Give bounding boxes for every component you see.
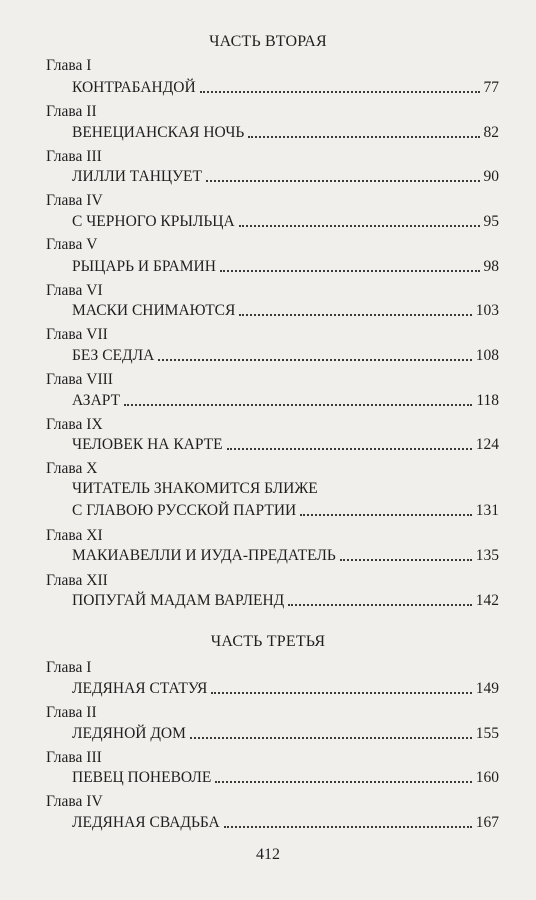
chapter-label: Глава XI — [46, 527, 103, 544]
chapter-title: МАСКИ СНИМАЮТСЯ — [72, 302, 236, 319]
dot-leader — [288, 604, 472, 606]
chapter-label: Глава VIII — [46, 371, 113, 388]
page-number: 155 — [475, 725, 499, 742]
chapter-label: Глава VI — [46, 282, 103, 299]
chapter-title: ПЕВЕЦ ПОНЕВОЛЕ — [72, 769, 212, 786]
toc-entry[interactable] — [72, 547, 499, 565]
page-number: 90 — [483, 168, 499, 185]
part-title: ЧАСТЬ ТРЕТЬЯ — [210, 633, 326, 650]
chapter-label: Глава II — [46, 704, 97, 721]
page-number: 108 — [475, 347, 499, 364]
page-number: 103 — [475, 302, 499, 319]
chapter-label: Глава X — [46, 460, 98, 477]
dot-leader — [224, 826, 472, 828]
page-number: 149 — [475, 680, 499, 697]
dot-leader — [220, 270, 480, 272]
page-number: 118 — [476, 392, 499, 409]
chapter-label: Глава I — [46, 57, 92, 74]
toc-entry[interactable] — [72, 436, 499, 454]
toc-entry[interactable] — [72, 680, 499, 698]
chapter-label: Глава IV — [46, 192, 103, 209]
chapter-label: Глава II — [46, 103, 97, 120]
chapter-title: ВЕНЕЦИАНСКАЯ НОЧЬ — [72, 124, 245, 141]
page-number: 131 — [475, 502, 499, 519]
chapter-label: Глава XII — [46, 572, 108, 589]
dot-leader — [248, 136, 479, 138]
chapter-label: Глава I — [46, 659, 92, 676]
chapter-title: ЛЕДЯНАЯ СТАТУЯ — [72, 680, 208, 697]
chapter-label: Глава III — [46, 749, 102, 766]
chapter-title-line1: ЧИТАТЕЛЬ ЗНАКОМИТСЯ БЛИЖЕ — [72, 480, 318, 497]
chapter-title: КОНТРАБАНДОЙ — [72, 79, 196, 96]
chapter-title: МАКИАВЕЛЛИ И ИУДА-ПРЕДАТЕЛЬ — [72, 547, 336, 564]
dot-leader — [239, 314, 471, 316]
chapter-title: РЫЦАРЬ И БРАМИН — [72, 258, 216, 275]
toc-entry[interactable] — [72, 347, 499, 365]
chapter-title: АЗАРТ — [72, 392, 121, 409]
page-number: 135 — [475, 547, 499, 564]
chapter-label: Глава VII — [46, 326, 108, 343]
part-title: ЧАСТЬ ВТОРАЯ — [209, 33, 327, 50]
toc-entry[interactable] — [72, 592, 499, 610]
chapter-label: Глава III — [46, 148, 102, 165]
toc-entry[interactable] — [72, 79, 499, 97]
toc-entry[interactable] — [72, 814, 499, 832]
dot-leader — [300, 514, 472, 516]
dot-leader — [227, 448, 472, 450]
chapter-title: БЕЗ СЕДЛА — [72, 347, 155, 364]
page-number: 142 — [475, 592, 499, 609]
dot-leader — [206, 180, 480, 182]
toc-entry[interactable] — [72, 769, 499, 787]
toc-entry[interactable] — [72, 213, 499, 231]
toc-entry[interactable] — [72, 480, 499, 520]
page-folio-number: 412 — [256, 846, 280, 863]
chapter-label: Глава V — [46, 236, 98, 253]
dot-leader — [124, 404, 472, 406]
page-number: 77 — [483, 79, 499, 96]
chapter-title: ЧЕЛОВЕК НА КАРТЕ — [72, 436, 223, 453]
chapter-title: ЛИЛЛИ ТАНЦУЕТ — [72, 168, 202, 185]
dot-leader — [211, 692, 471, 694]
dot-leader — [239, 225, 480, 227]
dot-leader — [200, 91, 480, 93]
toc-entry[interactable] — [72, 168, 499, 186]
page-number: 95 — [483, 213, 499, 230]
page-number: 167 — [475, 814, 499, 831]
toc-entry[interactable] — [72, 124, 499, 142]
toc-entry[interactable] — [72, 258, 499, 276]
toc-entry[interactable] — [72, 392, 499, 410]
dot-leader — [215, 781, 471, 783]
page-number: 98 — [483, 258, 499, 275]
chapter-label: Глава IV — [46, 793, 103, 810]
toc-entry[interactable] — [72, 725, 499, 743]
chapter-title: ЛЕДЯНОЙ ДОМ — [72, 725, 186, 742]
chapter-title: С ЧЕРНОГО КРЫЛЬЦА — [72, 213, 235, 230]
page-number: 160 — [475, 769, 499, 786]
dot-leader — [158, 359, 471, 361]
dot-leader — [190, 737, 472, 739]
chapter-title: ПОПУГАЙ МАДАМ ВАРЛЕНД — [72, 592, 285, 609]
page-number: 124 — [475, 436, 499, 453]
chapter-title-line2: С ГЛАВОЮ РУССКОЙ ПАРТИИ — [72, 502, 297, 519]
page-number: 82 — [483, 124, 499, 141]
toc-entry[interactable] — [72, 302, 499, 320]
chapter-label: Глава IX — [46, 416, 103, 433]
dot-leader — [340, 559, 472, 561]
chapter-title: ЛЕДЯНАЯ СВАДЬБА — [72, 814, 220, 831]
